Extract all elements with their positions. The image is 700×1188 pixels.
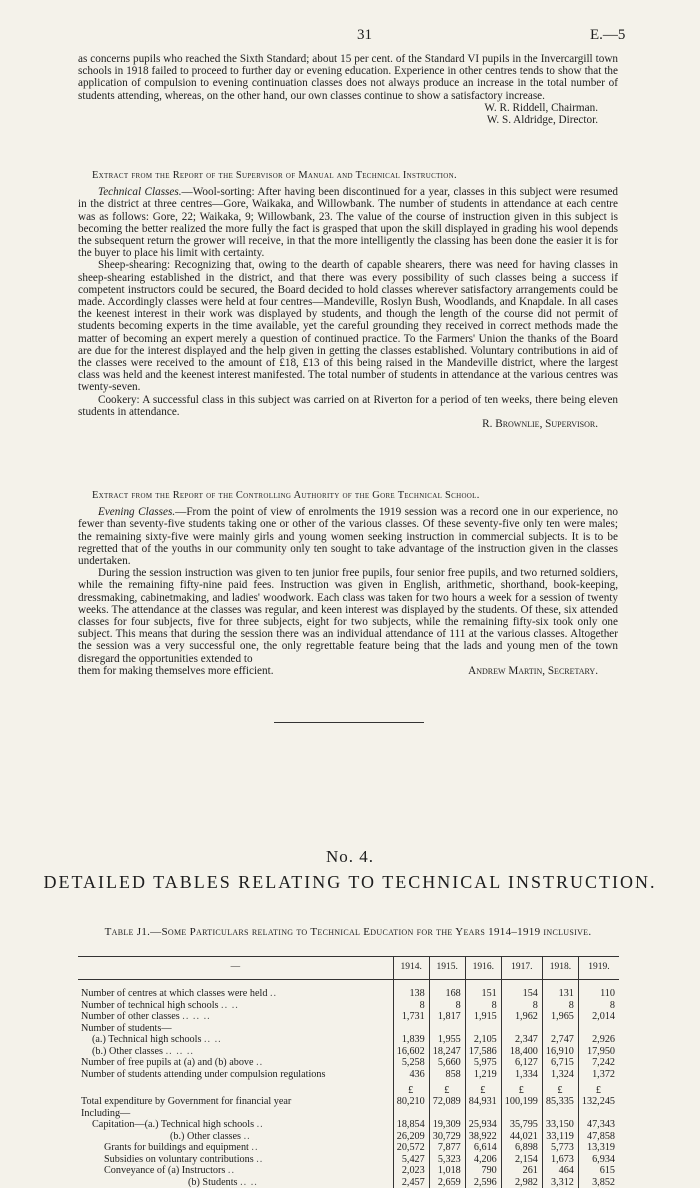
table-cell: 16,602 (393, 1046, 429, 1058)
supervisor-heading: Extract from the Report of the Supervisor of Manual and Technical Instruction. (78, 170, 618, 182)
table-cell: 7,242 (578, 1057, 619, 1069)
leader-dots: .. .. .. (182, 1011, 210, 1022)
table-cell: 3,312 (542, 1177, 578, 1188)
technical-classes-paragraph (78, 186, 618, 259)
table-row (78, 1119, 619, 1131)
row-label: Total expenditure by Government for financial year (81, 1096, 291, 1107)
session-paragraph: During the session instruction was given to ten junior free pupils, four senior free pupils, and two returned soldiers, while the remaining fifty-nine paid fees. Instruction was given in English, arithmetic, shorthand, book-keeping, dressmaking, cabinetmaking, and ladies' woodwork. Each class was taken for two hours a week for a session of twenty weeks. The attendance at the classes was regular, and keen interest was displayed by the students. Of these, six attended classes for four subjects, five for three subjects, eight for two subjects, while the remaining fifty-six took only one subject. This means that during the session there was an individual attendance of 111 at the various classes. Altogether the session was a very successful one, the only regrettable feature being that the lads and young men of the town disregard the opportunities extended to (78, 567, 618, 665)
table-cell: 1,334 (501, 1069, 542, 1081)
table-row (78, 1069, 619, 1081)
evening-classes-text: —From the point of view of enrolments the 1919 session was a record one in our experience, no fewer than seventy-five students taking one or other of the various classes. Of these seventy-five only ten were males; the remaining sixty-five were mainly girls and young women seeking instruction in commercial subjects. It is to be regretted that of the youths in our community only ten sought to take advantage of the instruction given in the classes undertaken. (78, 506, 618, 567)
table-cell (578, 1108, 619, 1120)
table-cell: 8 (542, 1000, 578, 1012)
table-row (78, 1177, 619, 1188)
row-label: Number of students— (81, 1023, 172, 1034)
technical-classes-text: —Wool-sorting: After having been discontinued for a year, classes in this subject were resumed in the district at three centres—Gore, Waikaka, and Willowbank. The number of students in attendance at each centre was as follows: Gore, 22; Waikaka, 9; Willowbank, 23. The value of the course of instruction given in this subject is becoming the better realized the more fully the fact is grasped that upon the skill displayed in grading his wool depends the subsequent return the grower will receive, in that the more intelligently the classing has been done the easier it is for the buyer to place his limit with certainty. (78, 186, 618, 259)
table-row (78, 1011, 619, 1023)
table-cell: 4,206 (465, 1154, 501, 1166)
table-cell: 6,934 (578, 1154, 619, 1166)
table-cell: 151 (465, 988, 501, 1000)
row-label: Number of free pupils at (a) and (b) above (81, 1057, 254, 1068)
table-cell: 1,965 (542, 1011, 578, 1023)
page-number: 31 (357, 27, 372, 44)
table-row (78, 1165, 619, 1177)
table-cell: 5,258 (393, 1057, 429, 1069)
table-cell: 8 (465, 1000, 501, 1012)
table-cell: 6,614 (465, 1142, 501, 1154)
table-cell: 47,858 (578, 1131, 619, 1143)
table-row (78, 1131, 619, 1143)
table-cell: 30,729 (429, 1131, 465, 1143)
table-cell: 18,247 (429, 1046, 465, 1058)
table-caption: Table J1.—Some Particulars relating to Technical Education for the Years 1914–1919 inclusive. (78, 925, 618, 939)
invercargill-section (78, 53, 618, 126)
table-cell: 1,962 (501, 1011, 542, 1023)
table-cell: 2,457 (393, 1177, 429, 1188)
table-cell (393, 1108, 429, 1120)
table-cell: 464 (542, 1165, 578, 1177)
table-cell: 790 (465, 1165, 501, 1177)
table-cell: 8 (501, 1000, 542, 1012)
table-cell: 16,910 (542, 1046, 578, 1058)
leader-dots: .. .. .. (166, 1046, 194, 1057)
table-cell: 5,660 (429, 1057, 465, 1069)
leader-dots: .. .. (240, 1177, 258, 1188)
table-cell: 6,127 (501, 1057, 542, 1069)
section-reference: E.—5 (590, 27, 625, 44)
header-corner: — (78, 957, 393, 980)
table-cell: 5,975 (465, 1057, 501, 1069)
sheep-shearing-paragraph: Sheep-shearing: Recognizing that, owing to the dearth of capable shearers, there was need for having classes in sheep-shearing established in the district, and that there was every possibility of such classes being a success if competent instructors could be secured, the Board decided to hold classes wherever satisfactory arrangements could be made. Accordingly classes were held at four centres—Mandeville, Roslyn Bush, Woodlands, and Knapdale. In all cases the keenest interest in their work was displayed by students, and though the length of the course did not permit of students becoming experts in the time available, yet the careful grounding they received in correct methods made the matter of becoming an expert merely a question of continued practice. To the Farmers' Union the thanks of the Board are due for the interest displayed and the help given in getting the classes established. Voluntary contributions in aid of the classes were received to the amount of £18, £13 of this being raised in the Mandeville district, where the largest class was held and the keenest interest manifested. The total number of students in attendance at the various centres was twenty-seven. (78, 259, 618, 393)
year-header: 1914. (393, 957, 429, 980)
table-cell: 17,586 (465, 1046, 501, 1058)
row-label: (b.) Other classes (170, 1131, 241, 1142)
currency-cell: £ (501, 1080, 542, 1096)
year-header: 1917. (501, 957, 542, 980)
gore-signature: Andrew Martin, Secretary. (468, 665, 618, 677)
evening-classes-label: Evening Classes. (98, 506, 175, 518)
table-cell: 1,731 (393, 1011, 429, 1023)
table-cell: 2,023 (393, 1165, 429, 1177)
row-label: Including— (81, 1108, 130, 1119)
table-cell: 18,854 (393, 1119, 429, 1131)
table-cell: 7,877 (429, 1142, 465, 1154)
gore-section (78, 490, 618, 677)
table-cell (542, 1023, 578, 1035)
table-row (78, 1000, 619, 1012)
table-row (78, 1096, 619, 1108)
leader-dots: .. (256, 1057, 263, 1068)
currency-cell: £ (393, 1080, 429, 1096)
row-label: (b.) Other classes (92, 1046, 163, 1057)
table-cell: 44,021 (501, 1131, 542, 1143)
table-cell: 2,747 (542, 1034, 578, 1046)
table-cell: 17,950 (578, 1046, 619, 1058)
table-cell: 2,154 (501, 1154, 542, 1166)
table-cell: 85,335 (542, 1096, 578, 1108)
table-cell: 132,245 (578, 1096, 619, 1108)
table-cell: 2,347 (501, 1034, 542, 1046)
table-cell: 2,982 (501, 1177, 542, 1188)
supervisor-section (78, 170, 618, 430)
table-cell (542, 1108, 578, 1120)
year-header: 1919. (578, 957, 619, 980)
year-header: 1916. (465, 957, 501, 980)
table-cell: 26,209 (393, 1131, 429, 1143)
table-cell: 38,922 (465, 1131, 501, 1143)
currency-cell: £ (465, 1080, 501, 1096)
table-cell: 2,105 (465, 1034, 501, 1046)
table-cell: 2,926 (578, 1034, 619, 1046)
table-cell: 18,400 (501, 1046, 542, 1058)
table-cell: 72,089 (429, 1096, 465, 1108)
table-cell: 1,372 (578, 1069, 619, 1081)
cookery-paragraph: Cookery: A successful class in this subject was carried on at Riverton for a period of ten weeks, there being eleven students in attendance. (78, 394, 618, 418)
leader-dots: .. (256, 1154, 263, 1165)
table-cell: 6,715 (542, 1057, 578, 1069)
table-cell: 2,659 (429, 1177, 465, 1188)
table-cell: 5,323 (429, 1154, 465, 1166)
currency-cell: £ (429, 1080, 465, 1096)
table-cell: 2,596 (465, 1177, 501, 1188)
table-cell: 6,898 (501, 1142, 542, 1154)
row-label: Number of technical high schools (81, 1000, 219, 1011)
row-label: (b) Students (188, 1177, 238, 1188)
row-label: Subsidies on voluntary contributions (104, 1154, 254, 1165)
detailed-tables-title: DETAILED TABLES RELATING TO TECHNICAL INSTRUCTION. (0, 872, 700, 893)
table-cell: 1,915 (465, 1011, 501, 1023)
currency-cell: £ (578, 1080, 619, 1096)
table-row (78, 1023, 619, 1035)
table-cell: 20,572 (393, 1142, 429, 1154)
table-cell (465, 1023, 501, 1035)
table-cell (578, 1023, 619, 1035)
table-row (78, 1080, 619, 1096)
table-cell: 19,309 (429, 1119, 465, 1131)
currency-cell: £ (542, 1080, 578, 1096)
table-cell: 5,773 (542, 1142, 578, 1154)
table-row (78, 988, 619, 1000)
table-cell: 80,210 (393, 1096, 429, 1108)
table-cell: 138 (393, 988, 429, 1000)
gore-heading: Extract from the Report of the Controlling Authority of the Gore Technical School. (78, 490, 618, 502)
table-cell: 100,199 (501, 1096, 542, 1108)
row-label: Number of centres at which classes were held (81, 988, 267, 999)
table-cell: 25,934 (465, 1119, 501, 1131)
table-cell: 8 (578, 1000, 619, 1012)
table-number: No. 4. (0, 847, 700, 867)
table-cell: 615 (578, 1165, 619, 1177)
table-cell: 1,673 (542, 1154, 578, 1166)
table-cell: 154 (501, 988, 542, 1000)
supervisor-signature: R. Brownlie, Supervisor. (78, 418, 618, 430)
table-cell: 84,931 (465, 1096, 501, 1108)
page-header (0, 27, 700, 47)
leader-dots: .. (251, 1142, 258, 1153)
table-cell (393, 1023, 429, 1035)
table-row (78, 1057, 619, 1069)
table-cell: 33,150 (542, 1119, 578, 1131)
table-cell: 3,852 (578, 1177, 619, 1188)
leader-dots: .. (257, 1119, 264, 1130)
table-cell: 1,839 (393, 1034, 429, 1046)
table-header-row (78, 957, 619, 980)
table-cell (429, 1023, 465, 1035)
table-cell: 13,319 (578, 1142, 619, 1154)
table-cell: 8 (393, 1000, 429, 1012)
chairman-signature: W. R. Riddell, Chairman. (78, 102, 598, 114)
table-row (78, 1108, 619, 1120)
row-label: Capitation—(a.) Technical high schools (92, 1119, 254, 1130)
row-label: Grants for buildings and equipment (104, 1142, 249, 1153)
table-cell: 1,219 (465, 1069, 501, 1081)
table-cell: 47,343 (578, 1119, 619, 1131)
table-cell: 261 (501, 1165, 542, 1177)
row-label: (a.) Technical high schools (92, 1034, 201, 1045)
leader-dots: .. (228, 1165, 235, 1176)
table-cell: 33,119 (542, 1131, 578, 1143)
table-cell: 2,014 (578, 1011, 619, 1023)
row-label: Conveyance of (a) Instructors (104, 1165, 225, 1176)
table-cell: 110 (578, 988, 619, 1000)
row-label: Number of other classes (81, 1011, 180, 1022)
section-divider (274, 722, 424, 723)
technical-classes-label: Technical Classes. (98, 186, 182, 198)
leader-dots: .. (244, 1131, 251, 1142)
invercargill-signatures (78, 102, 618, 126)
table-row (78, 1142, 619, 1154)
year-header: 1918. (542, 957, 578, 980)
table-cell: 131 (542, 988, 578, 1000)
director-signature: W. S. Aldridge, Director. (78, 114, 598, 126)
table-cell (501, 1108, 542, 1120)
invercargill-paragraph: as concerns pupils who reached the Sixth Standard; about 15 per cent. of the Standard VI pupils in the Invercargill town schools in 1918 failed to proceed to further day or evening education. Experience in other centres tends to show that the application of compulsion to evening continuation classes does not always produce an increase in the total number of students attending, whereas, on the other hand, our own classes continue to show a satisfactory increase. (78, 53, 618, 102)
table-cell: 1,955 (429, 1034, 465, 1046)
table-row (78, 1046, 619, 1058)
technical-education-table (78, 956, 619, 1188)
table-cell (465, 1108, 501, 1120)
session-last-line (78, 665, 618, 677)
session-last-text: them for making themselves more efficient. (78, 665, 274, 677)
table-cell: 35,795 (501, 1119, 542, 1131)
table-cell (501, 1023, 542, 1035)
table-row (78, 1034, 619, 1046)
evening-classes-paragraph (78, 506, 618, 567)
table-cell: 1,018 (429, 1165, 465, 1177)
table-cell: 168 (429, 988, 465, 1000)
table-cell: 1,324 (542, 1069, 578, 1081)
table-row (78, 1154, 619, 1166)
table-cell: 858 (429, 1069, 465, 1081)
table-cell: 5,427 (393, 1154, 429, 1166)
table-cell: 1,817 (429, 1011, 465, 1023)
table-cell: 8 (429, 1000, 465, 1012)
table-cell (429, 1108, 465, 1120)
table-cell: 436 (393, 1069, 429, 1081)
leader-dots: .. .. (221, 1000, 239, 1011)
row-label: Number of students attending under compulsion regulations (81, 1069, 325, 1080)
year-header: 1915. (429, 957, 465, 980)
leader-dots: .. (270, 988, 277, 999)
leader-dots: .. .. (204, 1034, 222, 1045)
